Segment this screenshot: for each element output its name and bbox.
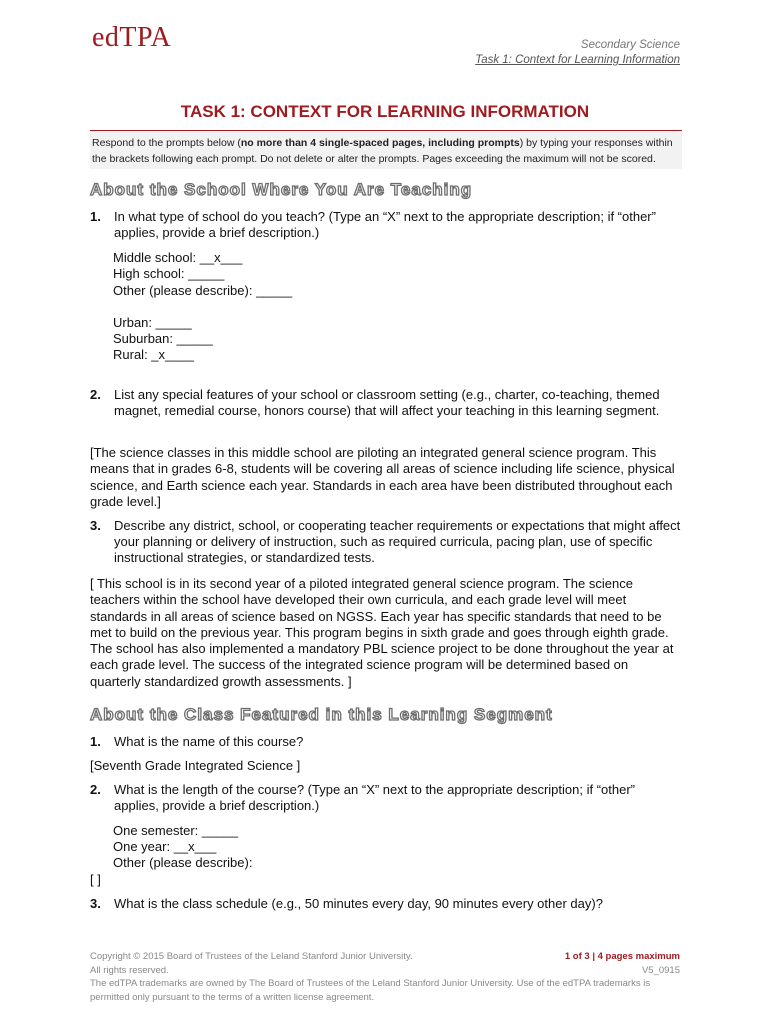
option-rural[interactable]: Rural: _x____ bbox=[113, 347, 194, 362]
response-requirements[interactable]: [ This school is in its second year of a piloted integrated general science program. The science teachers within the school have developed their own curricula, and each grade level will meet standards in all areas of science based on NGSS. Each year has specific standards that need to be met to build on the previous year. This program begins in sixth grade and goes through eighth grade. The school has also implemented a mandatory PBL science project to be done throughout the year at each grade level. The success of the integrated science program will be determined based on quarterly standardized growth assessments. ] bbox=[90, 576, 674, 689]
question-text: What is the length of the course? (Type an “X” next to the appropriate description; if “other” applies, provide a brief description.) bbox=[114, 782, 635, 813]
response-course-length[interactable]: [ ] bbox=[90, 872, 101, 887]
page-header-info bbox=[475, 38, 680, 68]
question-text: What is the class schedule (e.g., 50 minutes every day, 90 minutes every other day)? bbox=[114, 896, 603, 911]
section-heading-class: About the Class Featured in this Learning Segment bbox=[90, 705, 553, 724]
question-course-name bbox=[90, 734, 682, 750]
option-high-school[interactable]: High school: _____ bbox=[113, 266, 225, 281]
question-requirements bbox=[90, 518, 682, 566]
question-number: 1. bbox=[90, 209, 101, 224]
question-number: 3. bbox=[90, 518, 101, 533]
option-one-semester[interactable]: One semester: _____ bbox=[113, 823, 239, 838]
option-urban[interactable]: Urban: _____ bbox=[113, 315, 192, 330]
question-class-schedule bbox=[90, 896, 682, 912]
footer-page-info bbox=[565, 950, 680, 977]
subject-label: Secondary Science bbox=[580, 39, 680, 51]
response-course-name[interactable]: [Seventh Grade Integrated Science ] bbox=[90, 758, 301, 773]
instructions-box bbox=[90, 130, 682, 169]
question-text: What is the name of this course? bbox=[114, 734, 304, 749]
edtpa-logo: edTPA bbox=[92, 22, 172, 53]
question-number: 1. bbox=[90, 734, 101, 749]
question-school-type bbox=[90, 209, 682, 241]
question-number: 2. bbox=[90, 782, 101, 797]
instructions-before: Respond to the prompts below ( bbox=[92, 137, 241, 149]
task-subtitle: Task 1: Context for Learning Information bbox=[475, 54, 680, 66]
section-heading-school: About the School Where You Are Teaching bbox=[90, 180, 473, 199]
option-suburban[interactable]: Suburban: _____ bbox=[113, 331, 213, 346]
footer-copyright: Copyright © 2015 Board of Trustees of the Leland Stanford Junior University. bbox=[90, 951, 413, 962]
instructions-after: ) by typing your responses within the brackets following each prompt. Do not delete or alter the prompts. Pages exceeding the maximum will not be scored. bbox=[92, 137, 673, 165]
footer-trademark: The edTPA trademarks are owned by The Board of Trustees of the Leland Stanford Junior University. Use of the edTPA trademarks is permitted only pursuant to the terms of a written license agreement. bbox=[90, 978, 651, 1003]
page-title: TASK 1: CONTEXT FOR LEARNING INFORMATION bbox=[180, 102, 590, 121]
option-one-year[interactable]: One year: __x___ bbox=[113, 839, 217, 854]
question-number: 3. bbox=[90, 896, 101, 911]
response-special-features[interactable]: [The science classes in this middle school are piloting an integrated general science program. This means that in grades 6-8, students will be covering all areas of science including life science, physical science, and Earth science each year. Standards in each area have been distributed throughout each grade level.] bbox=[90, 445, 675, 509]
option-middle-school[interactable]: Middle school: __x___ bbox=[113, 250, 243, 265]
option-other-length[interactable]: Other (please describe): bbox=[113, 855, 253, 870]
option-other-school[interactable]: Other (please describe): _____ bbox=[113, 283, 293, 298]
question-text: In what type of school do you teach? (Type an “X” next to the appropriate description; if “other” applies, provide a brief description.) bbox=[114, 209, 656, 240]
version-label: V5_0915 bbox=[641, 964, 680, 976]
question-text: List any special features of your school or classroom setting (e.g., charter, co-teaching, themed magnet, remedial course, honors course) that will affect your teaching in this learning segment. bbox=[114, 387, 660, 418]
question-text: Describe any district, school, or cooperating teacher requirements or expectations that might affect your planning or delivery of instruction, such as required curricula, pacing plan, use of specific instructional strategies, or standardized tests. bbox=[114, 518, 681, 565]
question-special-features bbox=[90, 387, 682, 419]
instructions-bold: no more than 4 single-spaced pages, including prompts bbox=[240, 137, 520, 149]
page-count: 1 of 3 | 4 pages maximum bbox=[564, 951, 680, 962]
question-number: 2. bbox=[90, 387, 101, 402]
question-course-length bbox=[90, 782, 682, 814]
footer-rights: All rights reserved. bbox=[90, 964, 169, 976]
